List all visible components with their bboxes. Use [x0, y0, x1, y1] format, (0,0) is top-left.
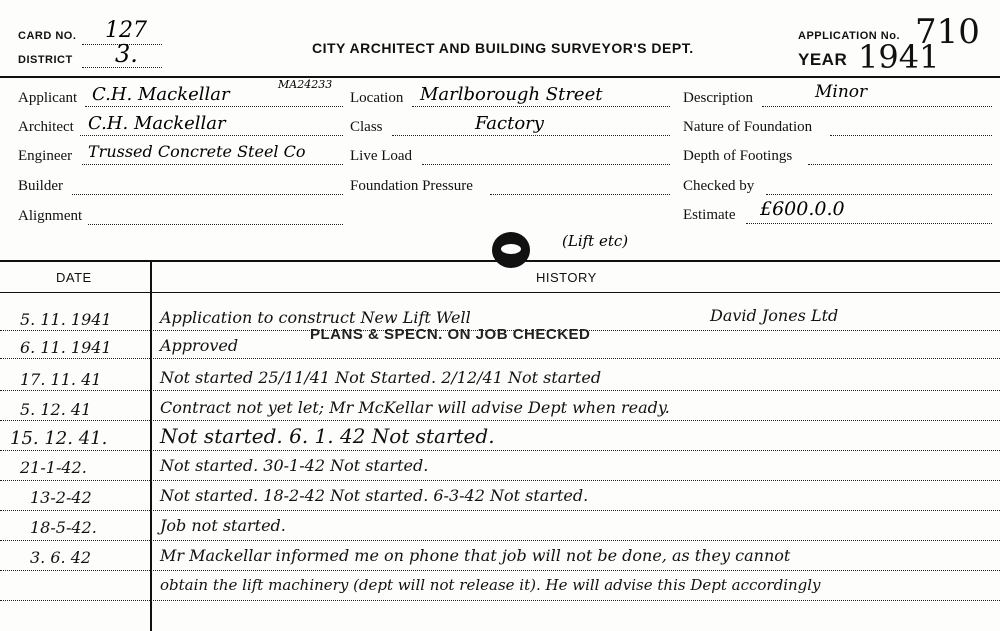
- history-entry-extra: David Jones Ltd: [710, 306, 839, 325]
- history-entry: Application to construct New Lift Well: [160, 308, 471, 327]
- header-rule: [0, 76, 1000, 78]
- history-date: 5. 12. 41: [20, 400, 92, 419]
- history-entry: Approved: [160, 336, 239, 355]
- class-value: Factory: [475, 113, 544, 134]
- builder-label: Builder: [18, 178, 63, 194]
- card-no-value: 127: [105, 18, 147, 43]
- engineer-value: Trussed Concrete Steel Co: [88, 142, 306, 161]
- foundation-pressure-label: Foundation Pressure: [350, 178, 473, 194]
- plans-checked-stamp: PLANS & SPECN. ON JOB CHECKED: [310, 326, 591, 343]
- location-value: Marlborough Street: [420, 84, 603, 105]
- history-entry: obtain the lift machinery (dept will not release it). He will advise this Dept accordingly: [160, 576, 821, 594]
- history-date: 17. 11. 41: [20, 370, 102, 389]
- year-label: YEAR: [798, 50, 848, 69]
- history-entry: Not started. 18-2-42 Not started. 6-3-42 Not started.: [160, 486, 589, 505]
- class-label: Class: [350, 119, 383, 135]
- application-no-label: APPLICATION No.: [798, 30, 901, 42]
- history-entry: Not started. 6. 1. 42 Not started.: [160, 424, 495, 448]
- applicant-value: C.H. Mackellar: [92, 84, 230, 105]
- description-label: Description: [683, 90, 753, 106]
- history-entry: Contract not yet let; Mr McKellar will advise Dept when ready.: [160, 398, 670, 417]
- estimate-label: Estimate: [683, 207, 736, 223]
- depth-of-footings-label: Depth of Footings: [683, 148, 793, 164]
- checked-by-label: Checked by: [683, 178, 755, 194]
- card-title: CITY ARCHITECT AND BUILDING SURVEYOR'S DEPT.: [312, 40, 694, 56]
- architect-value: C.H. Mackellar: [88, 113, 226, 134]
- location-label: Location: [350, 90, 404, 106]
- applicant-label: Applicant: [18, 90, 78, 106]
- estimate-value: £600.0.0: [760, 198, 845, 220]
- engineer-label: Engineer: [18, 148, 73, 164]
- live-load-label: Live Load: [350, 148, 413, 164]
- history-date: 21-1-42.: [20, 458, 87, 477]
- architect-label: Architect: [18, 119, 74, 135]
- date-column-divider: [150, 260, 152, 631]
- note-text: (Lift etc): [562, 232, 629, 250]
- history-entry: Not started 25/11/41 Not Started. 2/12/41 Not started: [160, 368, 602, 387]
- alignment-label: Alignment: [18, 208, 83, 224]
- applicant-ref: MA24233: [278, 78, 333, 91]
- history-date: 6. 11. 1941: [20, 338, 112, 357]
- date-header: DATE: [56, 270, 92, 285]
- nature-of-foundation-label: Nature of Foundation: [683, 119, 813, 135]
- description-value: Minor: [815, 82, 868, 102]
- card-no-label: CARD NO.: [18, 30, 77, 42]
- history-date: 15. 12. 41.: [10, 428, 108, 449]
- history-date: 5. 11. 1941: [20, 310, 112, 329]
- history-entry: Not started. 30-1-42 Not started.: [160, 456, 429, 475]
- history-date: 13-2-42: [30, 488, 92, 507]
- history-date: 18-5-42.: [30, 518, 97, 537]
- history-header: HISTORY: [536, 270, 597, 285]
- history-date: 3. 6. 42: [30, 548, 92, 567]
- district-label: DISTRICT: [18, 54, 73, 66]
- district-value: 3.: [115, 40, 138, 68]
- history-header-rule: [0, 292, 1000, 293]
- history-entry: Mr Mackellar informed me on phone that job will not be done, as they cannot: [160, 546, 791, 565]
- year-value: 1941: [858, 38, 940, 76]
- application-no-value: 710: [915, 12, 980, 52]
- seal-mark: [492, 232, 530, 268]
- history-entry: Job not started.: [160, 516, 286, 535]
